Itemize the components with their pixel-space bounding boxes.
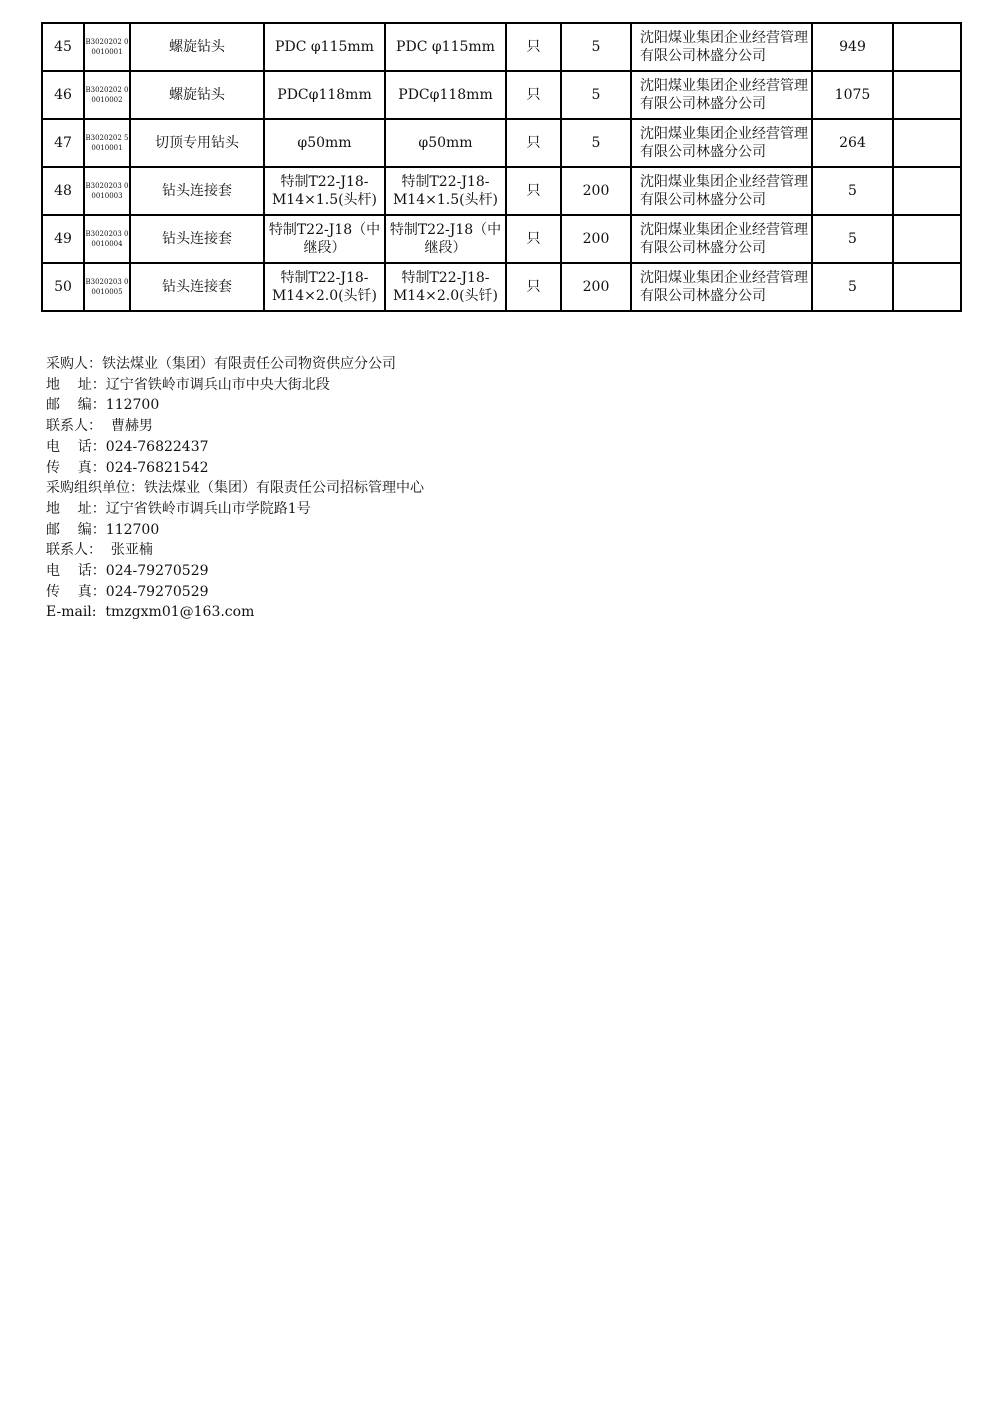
unit-cell-text: 只 xyxy=(526,39,541,55)
unit-cell xyxy=(506,263,561,311)
table-row xyxy=(42,23,961,71)
price-cell xyxy=(812,215,893,263)
org-postcode: 邮 编：112700 xyxy=(46,521,160,538)
org-address: 地 址：辽宁省铁岭市调兵山市学院路1号 xyxy=(46,500,311,517)
unit-cell-text: 只 xyxy=(526,87,541,103)
row-number-cell-text: 48 xyxy=(54,183,72,199)
item-name-cell-text: 钻头连接套 xyxy=(162,231,232,247)
supplier-cell-text: 沈阳煤业集团企业经营管理有限公司林盛分公司 xyxy=(640,126,808,160)
item-name-cell xyxy=(130,215,264,263)
spec-cell xyxy=(264,23,385,71)
price-cell xyxy=(812,119,893,167)
row-number-cell xyxy=(42,23,84,71)
supplier-cell xyxy=(631,215,812,263)
model-cell xyxy=(385,215,506,263)
price-cell xyxy=(812,23,893,71)
table-row xyxy=(42,71,961,119)
spec-cell-text: 特制T22-J18-M14×2.0(头钎) xyxy=(271,270,378,304)
material-code-cell xyxy=(84,23,130,71)
unit-cell-text: 只 xyxy=(526,231,541,247)
row-number-cell-text: 46 xyxy=(54,87,72,103)
buyer-address: 地 址：辽宁省铁岭市调兵山市中央大街北段 xyxy=(46,376,330,393)
spec-cell xyxy=(264,167,385,215)
buyer-postcode: 邮 编：112700 xyxy=(46,397,160,414)
remark-cell xyxy=(893,71,961,119)
org-name: 采购组织单位：铁法煤业（集团）有限责任公司招标管理中心 xyxy=(46,480,424,497)
material-code-cell-text: B3020203 00010005 xyxy=(85,278,129,296)
material-code-cell xyxy=(84,263,130,311)
table-row xyxy=(42,215,961,263)
spec-cell xyxy=(264,215,385,263)
model-cell xyxy=(385,263,506,311)
row-number-cell xyxy=(42,167,84,215)
quantity-cell xyxy=(561,71,631,119)
supplier-cell xyxy=(631,263,812,311)
supplier-cell xyxy=(631,23,812,71)
supplier-cell-text: 沈阳煤业集团企业经营管理有限公司林盛分公司 xyxy=(640,30,808,64)
item-name-cell xyxy=(130,167,264,215)
remark-cell xyxy=(893,119,961,167)
row-number-cell xyxy=(42,119,84,167)
item-name-cell xyxy=(130,71,264,119)
quantity-cell xyxy=(561,215,631,263)
table-row xyxy=(42,167,961,215)
remark-cell xyxy=(893,23,961,71)
spec-cell-text: φ50mm xyxy=(297,135,352,151)
item-name-cell xyxy=(130,263,264,311)
quantity-cell xyxy=(561,263,631,311)
model-cell-text: 特制T22-J18（中继段） xyxy=(389,222,502,256)
quantity-cell xyxy=(561,23,631,71)
quantity-cell-text: 5 xyxy=(591,135,601,151)
price-cell xyxy=(812,167,893,215)
item-name-cell xyxy=(130,23,264,71)
item-name-cell-text: 螺旋钻头 xyxy=(169,39,225,55)
model-cell-text: 特制T22-J18-M14×1.5(头杆) xyxy=(392,174,499,208)
material-code-cell xyxy=(84,167,130,215)
item-name-cell-text: 钻头连接套 xyxy=(162,279,232,295)
supplier-cell xyxy=(631,167,812,215)
material-code-cell-text: B3020202 00010001 xyxy=(85,38,129,56)
model-cell-text: PDCφ118mm xyxy=(398,87,493,103)
unit-cell xyxy=(506,119,561,167)
supplier-cell xyxy=(631,71,812,119)
org-fax: 传 真：024-79270529 xyxy=(46,583,209,600)
model-cell-text: PDC φ115mm xyxy=(396,39,495,55)
unit-cell-text: 只 xyxy=(526,183,541,199)
price-cell-text: 5 xyxy=(848,183,857,199)
unit-cell xyxy=(506,71,561,119)
org-phone: 电 话：024-79270529 xyxy=(46,563,209,580)
remark-cell xyxy=(893,263,961,311)
remark-cell xyxy=(893,215,961,263)
buyer-name: 采购人：铁法煤业（集团）有限责任公司物资供应分公司 xyxy=(46,356,396,372)
price-cell-text: 5 xyxy=(848,231,857,247)
unit-cell-text: 只 xyxy=(526,135,541,151)
remark-cell xyxy=(893,167,961,215)
model-cell xyxy=(385,119,506,167)
unit-cell xyxy=(506,23,561,71)
item-name-cell-text: 钻头连接套 xyxy=(162,183,232,199)
spec-cell-text: 特制T22-J18（中继段） xyxy=(268,222,381,256)
material-code-cell-text: B3020202 50010001 xyxy=(85,134,129,152)
row-number-cell-text: 45 xyxy=(54,39,72,55)
spec-cell xyxy=(264,71,385,119)
price-cell-text: 949 xyxy=(839,39,866,55)
price-cell xyxy=(812,263,893,311)
material-code-cell-text: B3020203 00010003 xyxy=(85,182,129,200)
table-row xyxy=(42,119,961,167)
material-code-cell xyxy=(84,215,130,263)
buyer-contact-person: 联系人： 曹赫男 xyxy=(46,418,153,435)
quantity-cell-text: 5 xyxy=(591,87,601,103)
items-table-body xyxy=(42,23,961,311)
model-cell-text: φ50mm xyxy=(418,135,473,151)
spec-cell xyxy=(264,263,385,311)
material-code-cell xyxy=(84,71,130,119)
unit-cell-text: 只 xyxy=(526,279,541,295)
unit-cell xyxy=(506,167,561,215)
material-code-cell-text: B3020203 00010004 xyxy=(85,230,129,248)
row-number-cell-text: 49 xyxy=(54,231,72,247)
email: E-mail: tmzgxm01@163.com xyxy=(46,604,255,621)
spec-cell-text: PDC φ115mm xyxy=(275,39,374,55)
supplier-cell-text: 沈阳煤业集团企业经营管理有限公司林盛分公司 xyxy=(640,78,808,112)
spec-cell-text: PDCφ118mm xyxy=(277,87,372,103)
supplier-cell-text: 沈阳煤业集团企业经营管理有限公司林盛分公司 xyxy=(640,174,808,208)
material-code-cell xyxy=(84,119,130,167)
item-name-cell xyxy=(130,119,264,167)
model-cell xyxy=(385,23,506,71)
items-table xyxy=(41,22,962,312)
price-cell xyxy=(812,71,893,119)
quantity-cell-text: 200 xyxy=(582,183,610,199)
model-cell-text: 特制T22-J18-M14×2.0(头钎) xyxy=(392,270,499,304)
supplier-cell-text: 沈阳煤业集团企业经营管理有限公司林盛分公司 xyxy=(640,270,808,304)
row-number-cell xyxy=(42,263,84,311)
model-cell xyxy=(385,167,506,215)
model-cell xyxy=(385,71,506,119)
row-number-cell-text: 50 xyxy=(54,279,72,295)
buyer-fax: 传 真：024-76821542 xyxy=(46,459,209,476)
quantity-cell-text: 200 xyxy=(582,231,610,247)
spec-cell-text: 特制T22-J18-M14×1.5(头杆) xyxy=(271,174,378,208)
row-number-cell xyxy=(42,71,84,119)
row-number-cell-text: 47 xyxy=(54,135,72,151)
spec-cell xyxy=(264,119,385,167)
price-cell-text: 264 xyxy=(839,135,866,151)
contact-info xyxy=(46,354,424,623)
item-name-cell-text: 切顶专用钻头 xyxy=(155,135,239,151)
price-cell-text: 5 xyxy=(848,279,857,295)
quantity-cell xyxy=(561,119,631,167)
buyer-phone: 电 话：024-76822437 xyxy=(46,438,209,455)
quantity-cell xyxy=(561,167,631,215)
org-contact-person: 联系人： 张亚楠 xyxy=(46,542,153,559)
item-name-cell-text: 螺旋钻头 xyxy=(169,87,225,103)
table-row xyxy=(42,263,961,311)
quantity-cell-text: 5 xyxy=(591,39,601,55)
row-number-cell xyxy=(42,215,84,263)
supplier-cell xyxy=(631,119,812,167)
quantity-cell-text: 200 xyxy=(582,279,610,295)
material-code-cell-text: B3020202 00010002 xyxy=(85,86,129,104)
supplier-cell-text: 沈阳煤业集团企业经营管理有限公司林盛分公司 xyxy=(640,222,808,256)
unit-cell xyxy=(506,215,561,263)
price-cell-text: 1075 xyxy=(834,87,871,103)
